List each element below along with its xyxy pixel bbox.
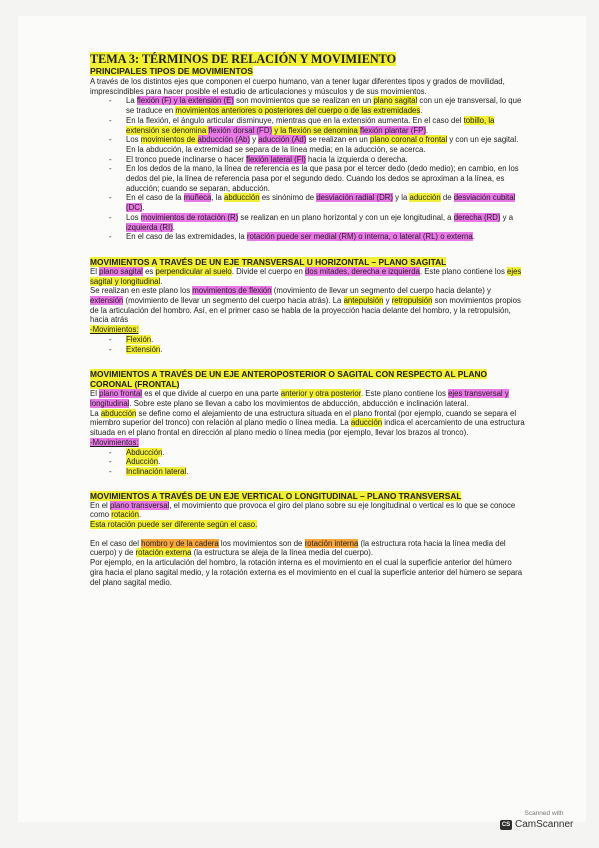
movements-label: -Movimientos: [90, 325, 139, 335]
list-item: - Los movimientos de abducción (Ab) y aducción (Ad) se realizan en un plano coronal o frontal y con un eje sagital. En la abducción, la extremidad se separa de la línea media; en la aducción, se acerca. [126, 135, 526, 154]
camscanner-watermark [500, 810, 588, 840]
section-subtitle: PRINCIPALES TIPOS DE MOVIMIENTOS [90, 66, 253, 76]
movement-types-list [90, 96, 526, 242]
shoulder-hip-paragraph: En el caso del hombro y de la cadera los movimientos son de rotación interna (la estructura rota hacia la línea media del cuerpo) y de rotación externa (la estructura se aleja de la línea media del cuerpo). [90, 538, 506, 558]
transversal-paragraph: En el plano transversal, el movimiento que provoca el giro del plano sobre su eje longitudinal o vertical es lo que se conoce como rotación. [90, 500, 516, 520]
camscanner-name: CamScanner [515, 819, 574, 830]
intro-paragraph: A través de los distintos ejes que componen el cuerpo humano, van a tener lugar diferentes tipos y grados de movilidad, imprescindibles para hacer posible el estudio de articulaciones y músculos y de sus movimientos. [90, 77, 505, 96]
rotation-note: Esta rotación puede ser diferente según el caso. [90, 520, 258, 530]
list-item: - Los movimientos de rotación (R) se realizan en un plano horizontal y con un eje longitudinal, a derecha (RD) y a izquierda (RI). [126, 213, 526, 232]
sagittal-movements-list [90, 335, 526, 354]
sagittal-paragraph: El plano sagital es perpendicular al suelo. Divide el cuerpo en dos mitades, derecha e izquierda. Este plano contiene los ejes sagital y longitudinal. [90, 266, 522, 286]
camscanner-logo-icon: CS [501, 821, 511, 828]
list-item: - Flexión. [126, 335, 526, 345]
sagittal-movements-paragraph: Se realizan en este plano los movimientos de flexión (movimiento de llevar un segmento del cuerpo hacia delante) y extensión (movimiento de llevar un segmento del cuerpo hacia atrás). La antepulsión y retropulsión son movimientos propios de la articulación del hombro. Así, en el primer caso se habla de la proyección hacia delante del hombro, y la retropulsión, hacia atrás [90, 286, 521, 325]
abduction-paragraph: La abducción se define como el alejamiento de una estructura situada en el plano frontal (por ejemplo, cuando se separa el miembro superior del tronco) con relación al plano medio o línea media. La aducción indica el acercamiento de una estructura situada en el plano frontal en dirección al plano medio o línea media (por ejemplo, llevar los brazos al tronco). [90, 408, 525, 438]
coronal-paragraph: El plano frontal es el que divide al cuerpo en una parte anterior y otra posterior. Este plano contiene los ejes transversal y longitudinal. Sobre este plano se llevan a cabo los movimientos de abducción, abducción e inclinación lateral. [90, 389, 509, 408]
section-heading-coronal: MOVIMIENTOS A TRAVÉS DE UN EJE ANTEROPOSTERIOR O SAGITAL CON RESPECTO AL PLANO CORONAL (FRONTAL) [90, 369, 488, 390]
camscanner-brand [500, 819, 588, 830]
list-item: - En el caso de la muñeca, la abducción es sinónimo de desviación radial (DR) y la aducción de desviación cubital (DC). [126, 193, 526, 212]
list-item: - En la flexión, el ángulo articular disminuye, mientras que en la extensión aumenta. En el caso del tobillo, la extensión se denomina flexión dorsal (FD) y la flexión se denomina flexión plantar (FP). [126, 116, 526, 135]
list-item: - Extensión. [126, 345, 526, 355]
list-item: - Inclinación lateral. [126, 467, 526, 477]
shoulder-example-paragraph: Por ejemplo, en la articulación del hombro, la rotación interna es el movimiento en el cual la superficie anterior del húmero gira hacia el plano sagital medio, y la rotación externa es el movimiento en el cual la superficie anterior del húmero se separa del plano sagital medio. [90, 558, 523, 587]
section-heading-transversal: MOVIMIENTOS A TRAVÉS DE UN EJE VERTICAL O LONGITUDINAL – PLANO TRANSVERSAL [90, 490, 462, 501]
page-title: TEMA 3: TÉRMINOS DE RELACIÓN Y MOVIMIENTO [90, 52, 397, 66]
movements-label: -Movimientos: [90, 437, 139, 447]
list-item: - Aducción. [126, 457, 526, 467]
scanned-with-label: Scanned with [524, 810, 564, 817]
list-item: - La flexión (F) y la extensión (E) son movimientos que se realizan en un plano sagital con un eje transversal, lo que se traduce en movimientos anteriores o posteriores del cuerpo o de las extremidades. [126, 96, 526, 115]
list-item: - En el caso de las extremidades, la rotación puede ser medial (RM) o interna, o lateral (RL) o externa. [126, 232, 526, 242]
section-heading-sagittal: MOVIMIENTOS A TRAVÉS DE UN EJE TRANSVERSAL U HORIZONTAL – PLANO SAGITAL [90, 256, 447, 267]
list-item: - En los dedos de la mano, la línea de referencia es la que pasa por el tercer dedo (dedo medio); en cambio, en los dedos del pie, la línea de referencia pasa por el segundo dedo. Cuando los dedos se aproximan a la línea, es aducción; cuando se separan, abducción. [126, 164, 526, 193]
coronal-movements-list [90, 448, 526, 477]
document-body [90, 52, 526, 587]
scanned-page [18, 16, 586, 822]
list-item: - Abducción. [126, 448, 526, 458]
list-item: - El tronco puede inclinarse o hacer flexión lateral (Fl) hacia la izquierda o derecha. [126, 155, 526, 165]
